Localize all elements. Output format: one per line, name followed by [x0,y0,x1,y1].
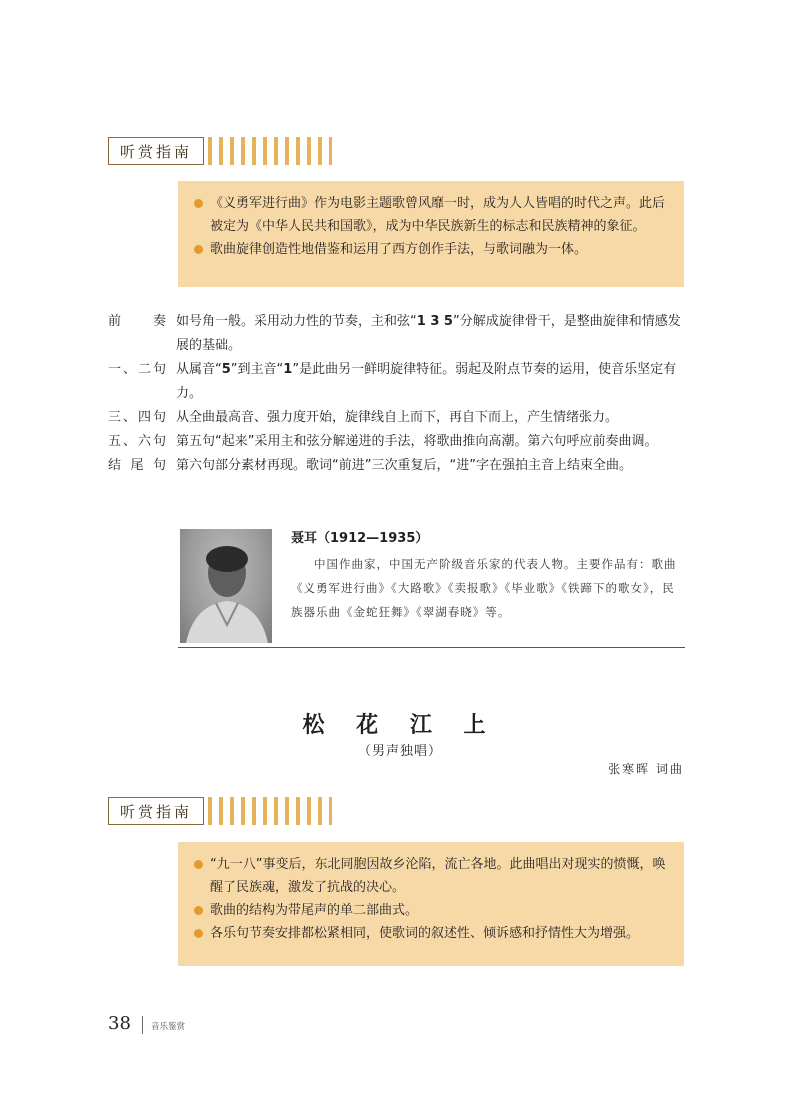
composer-profile [178,527,685,648]
analysis-label: 五、六句 [108,434,166,449]
listening-guide-box-2 [178,842,684,966]
listening-guide-header-2 [108,797,338,827]
melody-analysis [108,310,693,478]
listening-guide-label: 听赏指南 [108,797,204,825]
analysis-label: 一、二句 [108,362,166,377]
bullet-text: 各乐句节奏安排都松紧相同，使歌词的叙述性、倾诉感和抒情性大为增强。 [210,926,640,941]
guide-bullet [194,922,670,945]
song-subtitle: （男声独唱） [357,744,442,759]
analysis-text: 从全曲最高音、强力度开始，旋律线自上而下，再自下而上，产生情绪张力。 [176,410,619,425]
analysis-text: ”是此曲另一鲜明旋律特征。弱起及附点节奏的运用，使音乐坚定有力。 [176,362,677,401]
analysis-label: 结 尾 句 [108,458,166,473]
composer-portrait [180,529,272,643]
listening-guide-label: 听赏指南 [108,137,204,165]
analysis-row-5-6 [108,430,693,454]
notation-number: 5 [221,362,231,377]
analysis-text: 第五句“起来”采用主和弦分解递进的手法，将歌曲推向高潮。第六句呼应前奏曲调。 [176,434,658,449]
analysis-row-1-2 [108,358,693,406]
analysis-row-intro [108,310,693,358]
bullet-text: 歌曲的结构为带尾声的单二部曲式。 [210,903,419,918]
bullet-dot-icon [194,929,203,938]
composer-name: 聂耳（1912—1935） [291,531,429,546]
guide-bullet [194,853,670,899]
bullet-dot-icon [194,245,203,254]
guide-bullet [194,238,670,261]
song-title: 松 花 江 上 [302,712,498,738]
decorative-stripes [208,797,332,825]
composer-description: 中国作曲家，中国无产阶级音乐家的代表人物。主要作品有：歌曲《义勇军进行曲》《大路歌》《卖报歌》《毕业歌》《铁蹄下的歌女》，民族器乐曲《金蛇狂舞》《翠湖春晓》等。 [291,557,677,619]
bullet-dot-icon [194,906,203,915]
decorative-stripes [208,137,332,165]
analysis-text: 从属音“ [176,362,222,377]
bullet-dot-icon [194,860,203,869]
guide-bullet [194,192,670,238]
listening-guide-box-1 [178,181,684,287]
book-title: 音乐鉴赏 [151,1022,186,1032]
analysis-text: 如号角一般。采用动力性的节奏，主和弦“ [176,314,417,329]
listening-guide-header-1 [108,137,338,167]
footer-divider [142,1016,143,1034]
analysis-text: 第六句部分素材再现。歌词“前进”三次重复后，“进”字在强拍主音上结束全曲。 [176,458,632,473]
analysis-row-ending [108,454,693,478]
song-credit: 张寒晖 词曲 [608,762,684,776]
analysis-text: ”分解成旋律骨干，是整曲旋律和情感发展的基础。 [176,314,681,353]
page-number: 38 [108,1013,131,1034]
bullet-dot-icon [194,199,203,208]
analysis-row-3-4 [108,406,693,430]
bullet-text: 《义勇军进行曲》作为电影主题歌曾风靡一时，成为人人皆唱的时代之声。此后被定为《中华人民共和国歌》，成为中华民族新生的标志和民族精神的象征。 [210,196,666,234]
bullet-text: 歌曲旋律创造性地借鉴和运用了西方创作手法，与歌词融为一体。 [210,242,588,257]
bullet-text: “九一八”事变后，东北同胞因故乡沦陷，流亡各地。此曲唱出对现实的愤慨，唤醒了民族魂，激发了抗战的决心。 [210,857,666,895]
notation-number: 1 3 5 [416,314,453,329]
notation-number: 1 [283,362,293,377]
analysis-label: 三、四句 [108,410,166,425]
guide-bullet [194,899,670,922]
analysis-label: 前 奏 [108,314,166,329]
analysis-text: ”到主音“ [230,362,284,377]
